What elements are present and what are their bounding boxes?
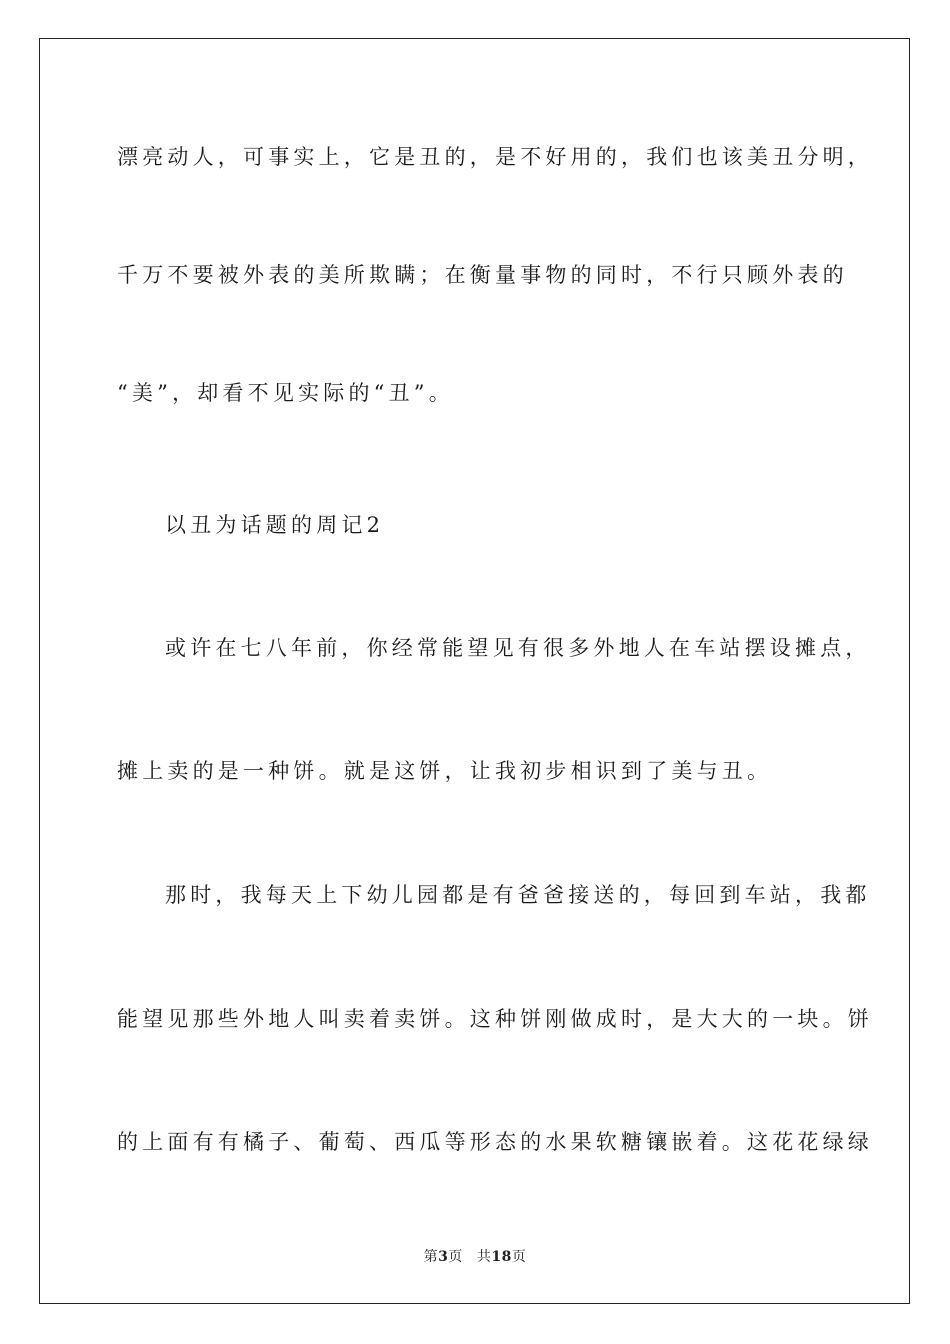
footer-page-number: 3 — [438, 1249, 449, 1265]
page-footer — [0, 1246, 950, 1266]
paragraph-line-1: 漂亮动人，可事实上，它是丑的，是不好用的，我们也该美丑分明， — [117, 145, 873, 169]
paragraph-line-6: 那时，我每天上下幼儿园都是有爸爸接送的，每回到车站，我都 — [165, 883, 871, 907]
paragraph-line-5: 摊上卖的是一种饼。就是这饼，让我初步相识到了美与丑。 — [117, 759, 773, 783]
footer-total-suffix: 页 — [511, 1249, 527, 1265]
paragraph-line-2: 千万不要被外表的美所欺瞒；在衡量事物的同时，不行只顾外表的 — [117, 263, 848, 287]
footer-total-pages: 18 — [491, 1249, 512, 1265]
paragraph-line-8: 的上面有有橘子、葡萄、西瓜等形态的水果软糖镶嵌着。这花花绿绿 — [117, 1130, 873, 1154]
footer-page-prefix: 第 — [423, 1249, 439, 1265]
paragraph-line-4: 或许在七八年前，你经常能望见有很多外地人在车站摆设摊点， — [165, 636, 871, 660]
footer-total-prefix: 共 — [476, 1249, 492, 1265]
page-border — [39, 38, 910, 1304]
section-heading: 以丑为话题的周记2 — [165, 513, 385, 537]
footer-page-suffix: 页 — [448, 1249, 463, 1265]
paragraph-line-7: 能望见那些外地人叫卖着卖饼。这种饼刚做成时，是大大的一块。饼 — [117, 1007, 873, 1031]
paragraph-line-3: “美”，却看不见实际的“丑”。 — [117, 381, 454, 405]
